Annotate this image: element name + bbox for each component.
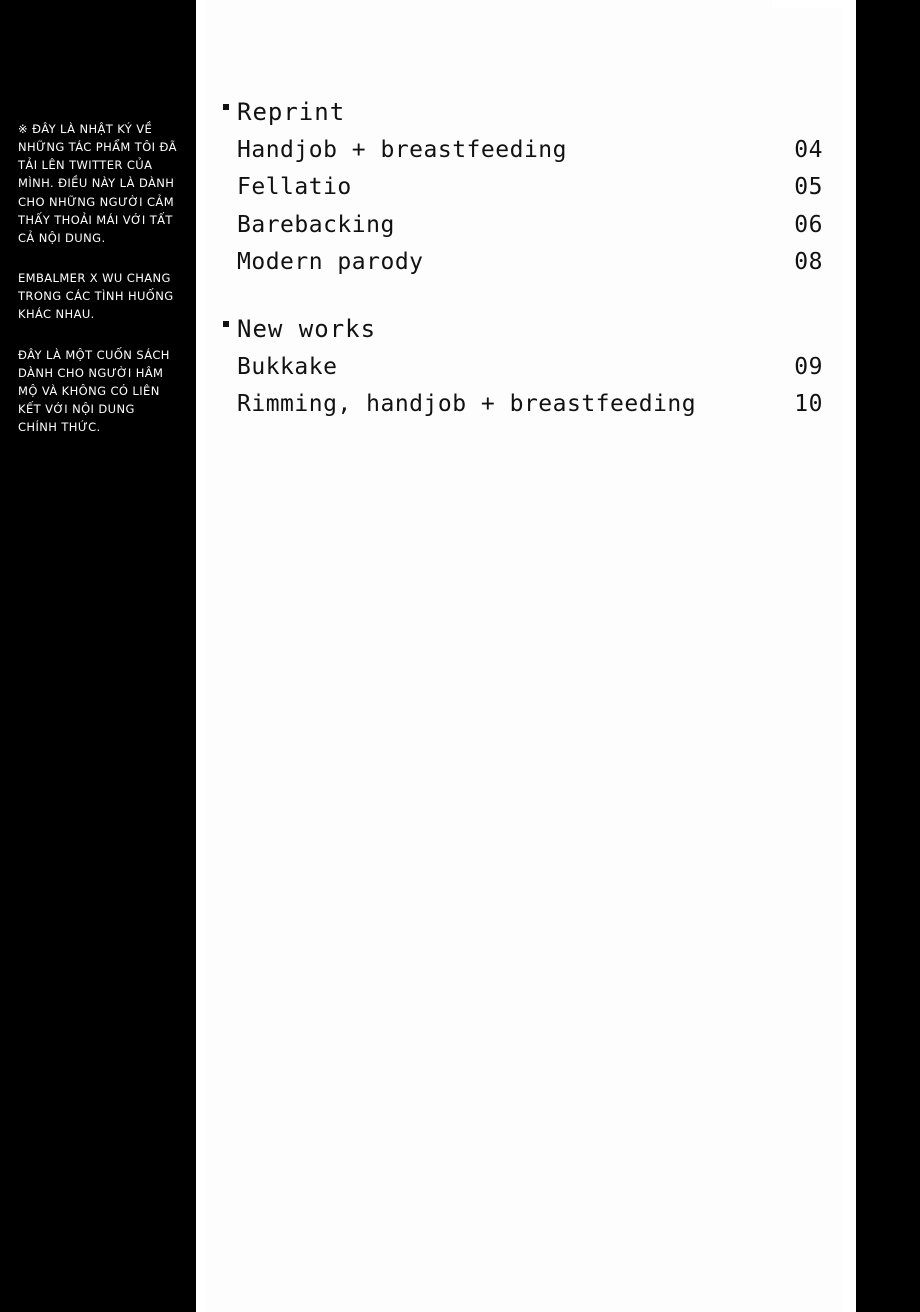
toc-entry-page: 05 [794,174,823,201]
toc-entry-title: Handjob + breastfeeding [237,137,567,163]
toc-entry-page: 06 [794,211,823,238]
toc-entry [223,349,823,386]
toc-entry-title: Modern parody [237,248,424,275]
toc-entry-title: Fellatio [237,174,352,201]
toc-section-heading [223,315,823,343]
toc-entry-title: Rimming, handjob + breastfeeding [237,391,697,418]
toc-section-title: New works [237,315,377,343]
toc-entry-page: 04 [794,137,823,163]
toc-entry-title: Barebacking [237,211,395,238]
note-paragraph: EMBALMER X WU CHANG TRONG CÁC TÌNH HUỐNG KHÁC NHAU. [18,271,174,322]
page-content [205,0,920,1312]
toc-entry-page: 09 [794,354,823,380]
toc-section-heading [223,98,823,126]
toc-entry [223,132,823,169]
toc-entry [223,386,823,423]
right-white-edge [842,0,856,1312]
toc-section-new-works [223,315,823,424]
note-paragraph: ĐÂY LÀ MỘT CUỐN SÁCH DÀNH CHO NGƯỜI HÂM MỘ VÀ KHÔNG CÓ LIÊN KẾT VỚI NỘI DUNG CHÍNH THỨC. [18,347,170,435]
toc-entry-page: 08 [794,248,823,275]
table-of-contents [223,98,823,424]
toc-entry [223,169,823,206]
toc-entry-page: 10 [794,391,823,418]
toc-entry-title: Bukkake [237,354,338,380]
toc-entry [223,244,823,281]
top-right-corner-notch [772,0,842,8]
page-gutter [196,0,205,1312]
toc-entry [223,207,823,244]
toc-section-title: Reprint [237,98,346,126]
note-paragraph: ※ ĐÂY LÀ NHẬT KÝ VỀ NHỮNG TÁC PHẨM TÔI ĐÃ TẢI LÊN TWITTER CỦA MÌNH. ĐIỀU NÀY LÀ DÀNH CHO NHỮNG NGƯỜI CẢM THẤY THOẢI MÁI VỚI TẤT CẢ NỘI DUNG. [18,122,177,245]
toc-section-reprint [223,98,823,281]
left-black-panel [0,0,196,1312]
square-bullet-icon [223,104,229,110]
square-bullet-icon [223,321,229,327]
notes-column [18,120,178,436]
